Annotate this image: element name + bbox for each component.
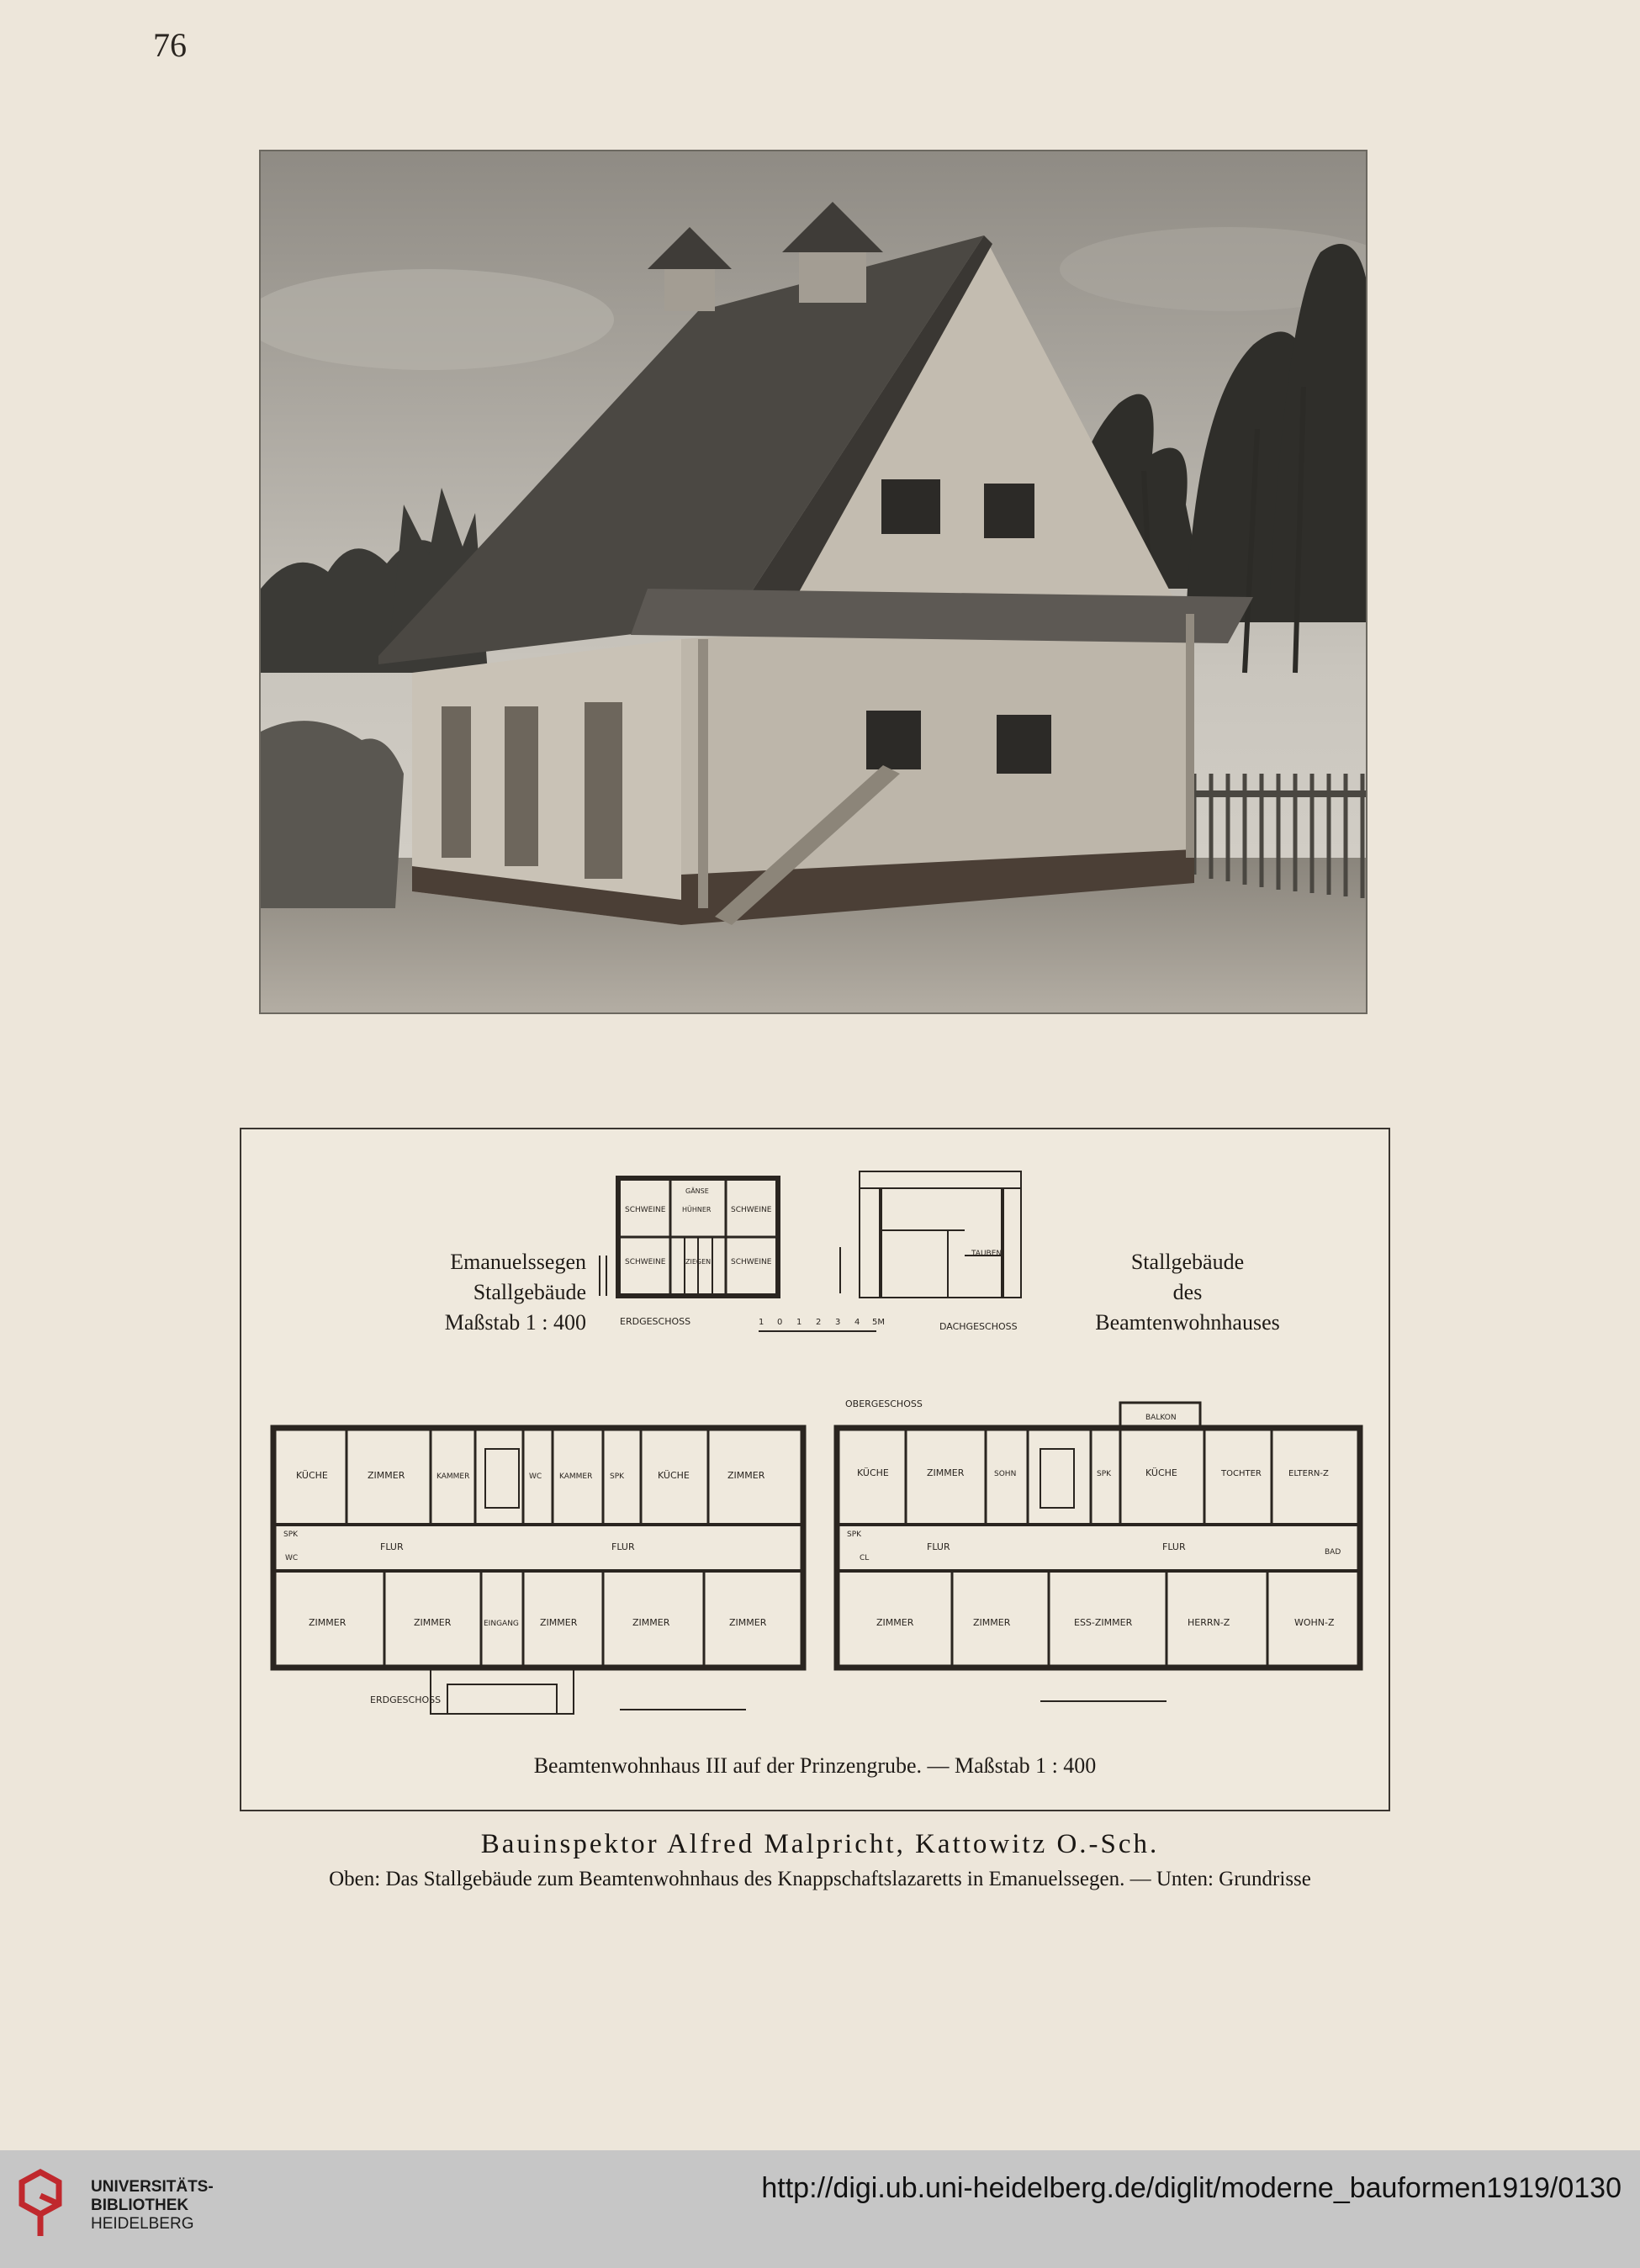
label-eltern: ELTERN-Z [1288, 1469, 1329, 1478]
right-caption-line-1: Stallgebäude [1130, 1250, 1245, 1274]
label-zimmer-3: ZIMMER [309, 1617, 347, 1628]
scale-mark-d: 2 [816, 1318, 822, 1327]
label-ess: ESS-ZIMMER [1074, 1617, 1133, 1628]
label-kueche-4: KÜCHE [1145, 1467, 1177, 1478]
library-logo-icon [15, 2165, 66, 2243]
label-flur-3: FLUR [927, 1541, 950, 1552]
library-footer [0, 2150, 1640, 2268]
label-dachgeschoss: DACHGESCHOSS [939, 1321, 1018, 1332]
scale-mark-e: 3 [835, 1318, 841, 1327]
label-ziegen: ZIEGEN [685, 1258, 712, 1266]
library-name-line-2: BIBLIOTHEK [91, 2197, 189, 2214]
label-spk-4: SPK [847, 1531, 862, 1539]
left-plan-caption [334, 1247, 586, 1338]
label-tochter: TOCHTER [1221, 1469, 1262, 1478]
label-schweine-1: SCHWEINE [625, 1206, 666, 1214]
label-zimmer-10: ZIMMER [973, 1617, 1011, 1628]
left-caption-line-1: Emanuelssegen [450, 1250, 586, 1274]
label-zimmer-7: ZIMMER [729, 1617, 767, 1628]
label-schweine-3: SCHWEINE [625, 1258, 666, 1266]
label-wohn: WOHN-Z [1294, 1617, 1335, 1628]
label-kammer-2: KAMMER [559, 1472, 593, 1481]
right-plan-caption [1061, 1247, 1314, 1338]
library-name-line-1: UNIVERSITÄTS- [91, 2178, 214, 2196]
plan-bottom-caption: Beamtenwohnhaus III auf der Prinzengrube. — Maßstab 1 : 400 [533, 1753, 1097, 1778]
label-sohn: SOHN [994, 1470, 1017, 1478]
scale-mark-b: 0 [777, 1318, 783, 1327]
label-obergeschoss: OBERGESCHOSS [845, 1398, 923, 1409]
label-wc-1: WC [529, 1472, 542, 1481]
source-url-link[interactable]: http://digi.ub.uni-heidelberg.de/diglit/moderne_bauformen1919/0130 [761, 2172, 1621, 2204]
scale-mark-a: 1 [759, 1318, 764, 1327]
label-wc-2: WC [285, 1554, 299, 1562]
page-subcaption: Oben: Das Stallgebäude zum Beamtenwohnhaus des Knappschaftslazaretts in Emanuelssegen. — Unten: Grundrisse [329, 1868, 1311, 1890]
label-erdgeschoss-small: ERDGESCHOSS [620, 1316, 691, 1327]
label-kueche-1: KÜCHE [296, 1470, 328, 1481]
label-kueche-3: KÜCHE [857, 1467, 889, 1478]
label-zimmer-5: ZIMMER [540, 1617, 578, 1628]
label-huehner: HÜHNER [682, 1206, 712, 1213]
page-number: 76 [153, 26, 187, 64]
label-kammer-1: KAMMER [436, 1472, 470, 1481]
label-zimmer-4: ZIMMER [414, 1617, 452, 1628]
label-zimmer-8: ZIMMER [927, 1467, 965, 1478]
label-spk-2: SPK [283, 1531, 299, 1539]
library-name [91, 2178, 214, 2234]
building-photograph [259, 150, 1368, 1014]
label-kueche-2: KÜCHE [658, 1470, 690, 1481]
label-zimmer-2: ZIMMER [727, 1470, 765, 1481]
label-schweine-4: SCHWEINE [731, 1258, 772, 1266]
scale-mark-c: 1 [796, 1318, 802, 1327]
label-zimmer-1: ZIMMER [368, 1470, 405, 1481]
left-caption-line-3: Maßstab 1 : 400 [444, 1310, 586, 1335]
label-spk-3: SPK [1097, 1470, 1112, 1478]
architect-credit: Bauinspektor Alfred Malpricht, Kattowitz O.-Sch. [480, 1829, 1160, 1859]
label-gaense: GÄNSE [685, 1187, 709, 1195]
label-flur-1: FLUR [380, 1541, 404, 1552]
label-herrn: HERRN-Z [1188, 1617, 1230, 1628]
label-balkon: BALKON [1145, 1414, 1177, 1422]
label-flur-4: FLUR [1162, 1541, 1186, 1552]
label-eingang: EINGANG [484, 1620, 519, 1628]
photo-illustration [261, 151, 1366, 1012]
scale-mark-f: 4 [854, 1318, 860, 1327]
right-caption-line-3: Beamtenwohnhauses [1095, 1310, 1280, 1335]
label-zimmer-6: ZIMMER [632, 1617, 670, 1628]
label-erdgeschoss-large: ERDGESCHOSS [370, 1694, 442, 1705]
left-caption-line-2: Stallgebäude [473, 1280, 586, 1304]
label-bad: BAD [1325, 1548, 1341, 1557]
label-cl: CL [860, 1554, 870, 1562]
floor-plans-drawing [241, 1129, 1389, 1810]
label-zimmer-9: ZIMMER [876, 1617, 914, 1628]
label-spk-1: SPK [610, 1472, 625, 1481]
library-name-line-3: HEIDELBERG [91, 2215, 194, 2233]
scale-mark-g: 5M [872, 1318, 885, 1327]
label-tauben: TAUBEN [971, 1250, 1003, 1258]
label-schweine-2: SCHWEINE [731, 1206, 772, 1214]
right-caption-line-2: des [1172, 1280, 1203, 1304]
floor-plans-panel [240, 1128, 1390, 1811]
label-flur-2: FLUR [611, 1541, 635, 1552]
